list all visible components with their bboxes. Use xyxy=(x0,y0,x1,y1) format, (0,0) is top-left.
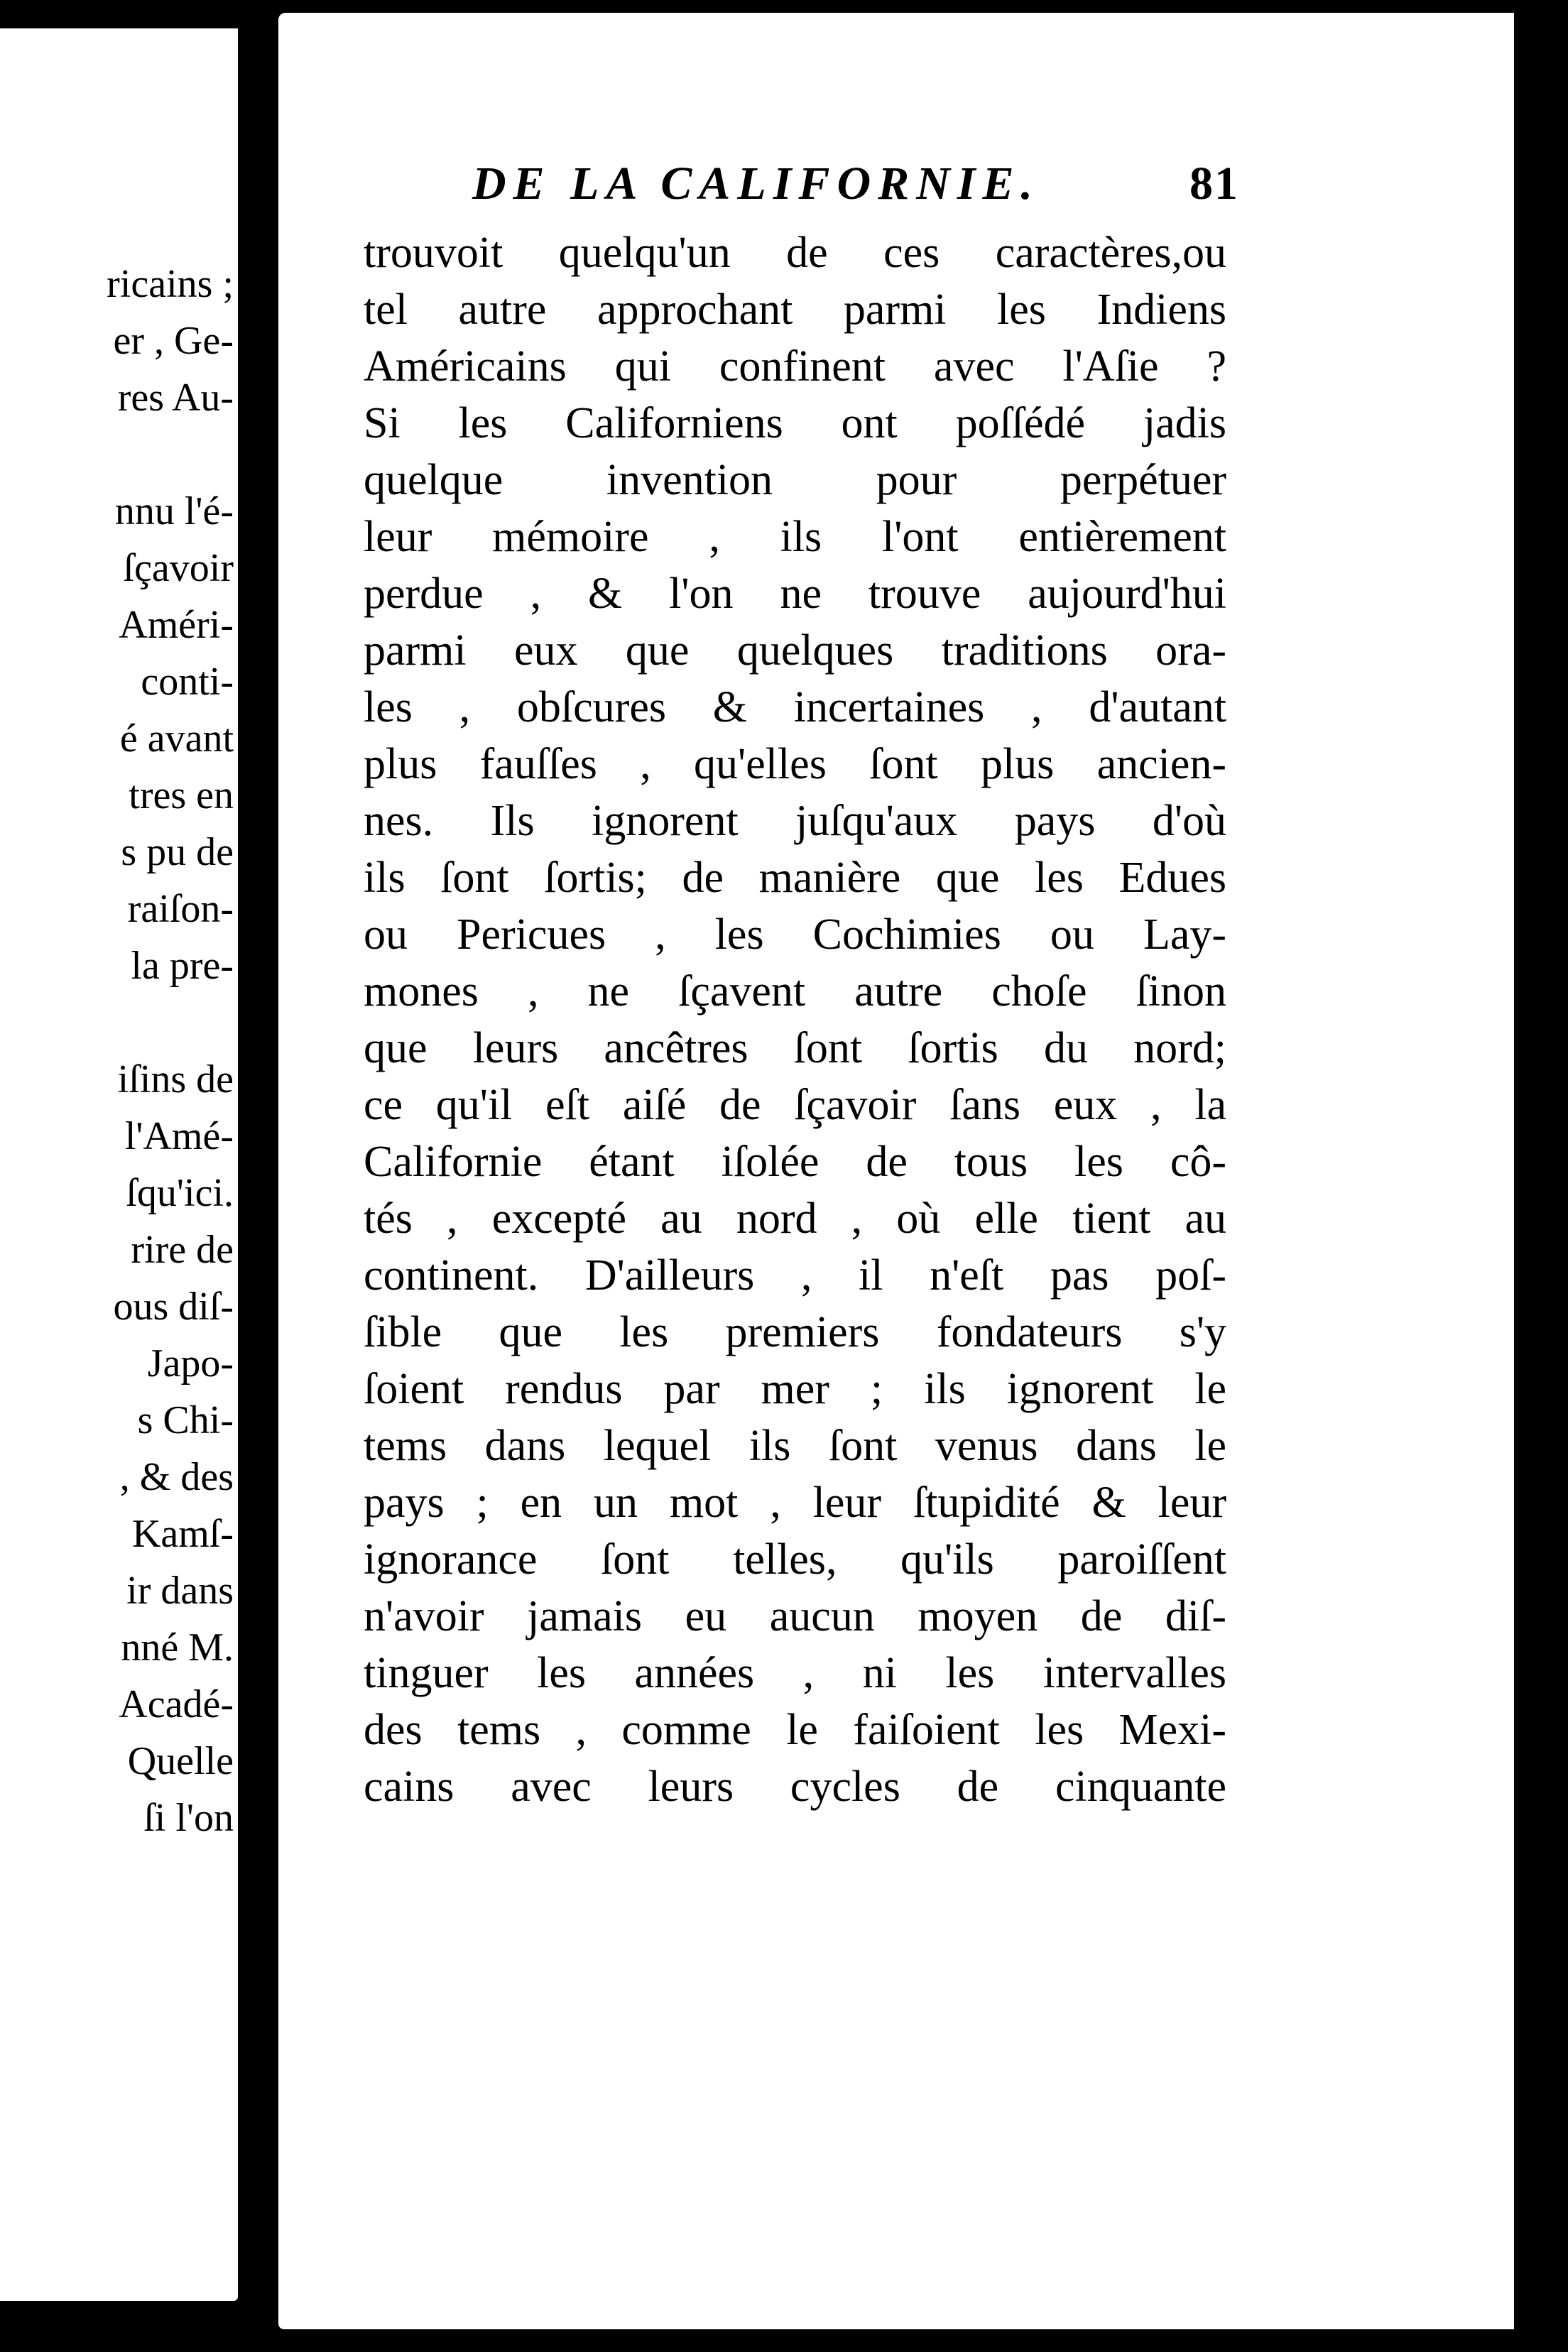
text-line: Californie étant iſolée de tous les cô- xyxy=(364,1138,1226,1186)
text-line: Américains qui confinent avec l'Aſie ? xyxy=(364,342,1226,391)
left-page-text xyxy=(107,256,234,1846)
left-text-line: ricains ; xyxy=(107,262,234,306)
text-line: ignorance ſont telles, qu'ils paroiſſent xyxy=(364,1535,1226,1584)
left-text-line: rire de xyxy=(131,1228,234,1272)
left-text-line: raiſon- xyxy=(127,887,234,931)
left-text-line: nné M. xyxy=(121,1626,234,1670)
left-page-fragment xyxy=(0,28,238,2301)
text-line: mones , ne ſçavent autre choſe ſinon xyxy=(364,967,1226,1016)
left-text-line: l'Amé- xyxy=(124,1114,234,1158)
text-line: tés , excepté au nord , où elle tient au xyxy=(364,1194,1226,1243)
text-line: Si les Californiens ont poſſédé jadis xyxy=(364,399,1226,447)
left-text-line: Quelle xyxy=(127,1739,234,1783)
body-text xyxy=(364,224,1226,1815)
text-line: trouvoit quelqu'un de ces caractères,ou xyxy=(364,229,1226,277)
text-line: plus fauſſes , qu'elles ſont plus ancien- xyxy=(364,740,1226,788)
running-header xyxy=(472,153,1239,214)
text-line: des tems , comme le faiſoient les Mexi- xyxy=(364,1706,1226,1754)
left-text-line: s Chi- xyxy=(137,1398,234,1442)
book-gutter xyxy=(238,0,277,2352)
left-text-line: Japo- xyxy=(147,1341,234,1385)
left-text-line xyxy=(107,426,234,483)
right-page-edge xyxy=(1514,0,1568,2352)
text-line: pays ; en un mot , leur ſtupidité & leur xyxy=(364,1479,1226,1527)
text-line: n'avoir jamais eu aucun moyen de diſ- xyxy=(364,1592,1226,1640)
page-number: 81 xyxy=(1189,158,1239,209)
text-line: continent. D'ailleurs , il n'eſt pas poſ- xyxy=(364,1251,1226,1300)
left-text-line xyxy=(107,994,234,1051)
left-text-line: er , Ge- xyxy=(113,319,234,363)
left-text-line: la pre- xyxy=(131,944,234,988)
text-line: ils ſont ſortis; de manière que les Edues xyxy=(364,854,1226,902)
text-line: ce qu'il eſt aiſé de ſçavoir ſans eux , la xyxy=(364,1081,1226,1129)
left-text-line: ir dans xyxy=(126,1569,234,1613)
text-line: parmi eux que quelques traditions ora- xyxy=(364,626,1226,675)
text-line: cains avec leurs cycles de cinquante xyxy=(364,1763,1226,1811)
left-text-line: Acadé- xyxy=(119,1682,234,1726)
text-line: quelque invention pour perpétuer xyxy=(364,456,1226,504)
left-text-line: ſi l'on xyxy=(143,1796,234,1840)
left-text-line: tres en xyxy=(129,773,234,817)
left-text-line: Kamſ- xyxy=(131,1512,234,1556)
text-line: nes. Ils ignorent juſqu'aux pays d'où xyxy=(364,797,1226,845)
running-title: DE LA CALIFORNIE. xyxy=(472,158,1040,209)
left-text-line: ſçavoir xyxy=(123,546,234,590)
left-text-line: , & des xyxy=(119,1455,234,1499)
left-text-line: ous diſ- xyxy=(113,1285,234,1329)
text-line: ſoient rendus par mer ; ils ignorent le xyxy=(364,1365,1226,1413)
left-text-line: s pu de xyxy=(121,830,234,874)
left-text-line: conti- xyxy=(141,660,234,704)
text-line: leur mémoire , ils l'ont entièrement xyxy=(364,513,1226,561)
text-line: ſible que les premiers fondateurs s'y xyxy=(364,1308,1226,1356)
left-text-line: é avant xyxy=(119,717,234,761)
left-text-line: iſins de xyxy=(117,1057,234,1101)
left-text-line: nnu l'é- xyxy=(114,489,234,533)
text-line: tel autre approchant parmi les Indiens xyxy=(364,285,1226,334)
left-text-line: Améri- xyxy=(119,603,234,647)
text-line: tinguer les années , ni les intervalles xyxy=(364,1649,1226,1697)
text-line: que leurs ancêtres ſont ſortis du nord; xyxy=(364,1024,1226,1072)
text-line: les , obſcures & incertaines , d'autant xyxy=(364,683,1226,731)
text-line: ou Pericues , les Cochimies ou Lay- xyxy=(364,910,1226,959)
left-text-line: res Au- xyxy=(117,376,234,420)
text-line: tems dans lequel ils ſont venus dans le xyxy=(364,1422,1226,1470)
text-line: perdue , & l'on ne trouve aujourd'hui xyxy=(364,570,1226,618)
left-text-line: ſqu'ici. xyxy=(126,1171,234,1215)
